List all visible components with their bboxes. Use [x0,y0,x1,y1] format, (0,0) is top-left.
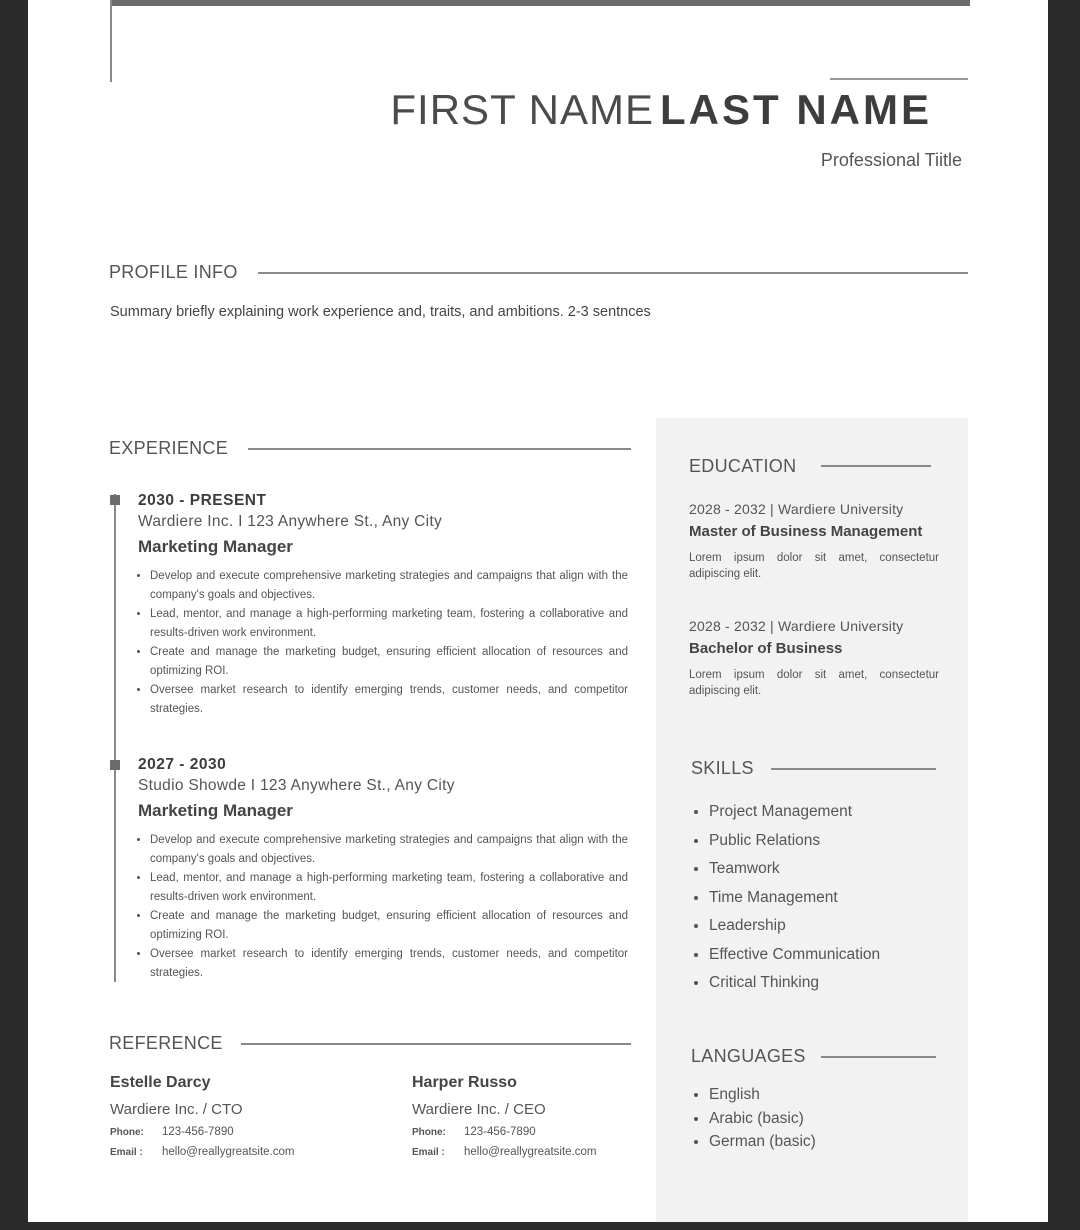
timeline-marker [110,760,120,770]
education-desc: Lorem ipsum dolor sit amet, consectetur adipiscing elit. [689,552,939,580]
languages-divider [821,1056,936,1058]
reference-role: Wardiere Inc. / CTO [110,1101,243,1118]
education-years: 2028 - 2032 | Wardiere University [689,618,904,634]
first-name: FIRST NAME [390,86,654,133]
job-bullet: • Oversee market research to identify emerging trends, customer needs, and competitor strategies. [150,945,628,983]
education-divider [821,465,931,467]
language-item: • German (basic) [709,1130,816,1154]
experience-divider [248,448,631,450]
phone-value: 123-456-7890 [464,1126,536,1138]
education-heading: EDUCATION [689,456,797,476]
experience-heading: EXPERIENCE [109,438,229,458]
job-bullet: • Oversee market research to identify emerging trends, customer needs, and competitor strategies. [150,681,628,719]
job-period: 2027 - 2030 [138,756,227,773]
education-item [689,618,939,699]
skills-heading: SKILLS [691,758,754,778]
education-degree: Master of Business Management [689,523,923,540]
education-item [689,501,939,582]
decorative-right-line [830,78,968,80]
job-bullet: • Create and manage the marketing budget, ensuring efficient allocation of resources and optimizing ROI. [150,907,628,945]
reference-heading: REFERENCE [109,1033,223,1053]
education-degree: Bachelor of Business [689,640,843,657]
skill-item: • Time Management [709,884,880,913]
job-period: 2030 - PRESENT [138,492,267,509]
job-entry [138,492,628,719]
reference-divider [241,1043,631,1045]
reference-email [412,1146,632,1158]
profile-summary: Summary briefly explaining work experience and, traits, and ambitions. 2-3 sentnces [110,304,651,320]
skill-item: • Public Relations [709,827,880,856]
education-years: 2028 - 2032 | Wardiere University [689,501,904,517]
phone-value: 123-456-7890 [162,1126,234,1138]
email-label: Email : [110,1147,143,1158]
top-bar [110,0,970,6]
languages-list [691,1083,816,1154]
full-name [390,86,932,134]
languages-heading: LANGUAGES [691,1046,806,1066]
job-bullet: • Develop and execute comprehensive marketing strategies and campaigns that align with the company's goals and objectives. [150,831,628,869]
profile-heading: PROFILE INFO [109,262,238,282]
reference-phone [412,1126,632,1138]
professional-title: Professional Tiitle [820,150,962,170]
phone-label: Phone: [110,1127,144,1138]
reference-name: Estelle Darcy [110,1074,211,1091]
job-role: Marketing Manager [138,801,293,820]
reference-name: Harper Russo [412,1074,517,1091]
resume-page [28,0,1048,1222]
reference-role: Wardiere Inc. / CEO [412,1101,546,1118]
skills-divider [771,768,936,770]
email-label: Email : [412,1147,445,1158]
reference-phone [110,1126,330,1138]
language-item: • Arabic (basic) [709,1107,816,1131]
skill-item: • Leadership [709,912,880,941]
phone-label: Phone: [412,1127,446,1138]
email-value: hello@reallygreatsite.com [464,1146,597,1158]
job-bullets [138,831,628,983]
reference-email [110,1146,330,1158]
job-bullets [138,567,628,719]
job-bullet: • Create and manage the marketing budget, ensuring efficient allocation of resources and optimizing ROI. [150,643,628,681]
profile-divider [258,272,968,274]
job-company: Studio Showde I 123 Anywhere St., Any City [138,777,455,794]
job-bullet: • Lead, mentor, and manage a high-performing marketing team, fostering a collaborative and results-driven work environment. [150,605,628,643]
last-name: LAST NAME [660,86,932,133]
job-entry [138,756,628,983]
skills-list [691,798,880,998]
job-bullet: • Lead, mentor, and manage a high-performing marketing team, fostering a collaborative and results-driven work environment. [150,869,628,907]
job-bullet: • Develop and execute comprehensive marketing strategies and campaigns that align with the company's goals and objectives. [150,567,628,605]
skill-item: • Critical Thinking [709,969,880,998]
reference-card [110,1074,330,1158]
job-role: Marketing Manager [138,537,293,556]
decorative-left-line [110,0,112,82]
skill-item: • Project Management [709,798,880,827]
language-item: • English [709,1083,816,1107]
job-company: Wardiere Inc. I 123 Anywhere St., Any City [138,513,443,530]
email-value: hello@reallygreatsite.com [162,1146,295,1158]
reference-card [412,1074,632,1158]
timeline-marker [110,495,120,505]
skill-item: • Teamwork [709,855,880,884]
education-desc: Lorem ipsum dolor sit amet, consectetur adipiscing elit. [689,669,939,697]
skill-item: • Effective Communication [709,941,880,970]
experience-timeline [114,494,116,982]
